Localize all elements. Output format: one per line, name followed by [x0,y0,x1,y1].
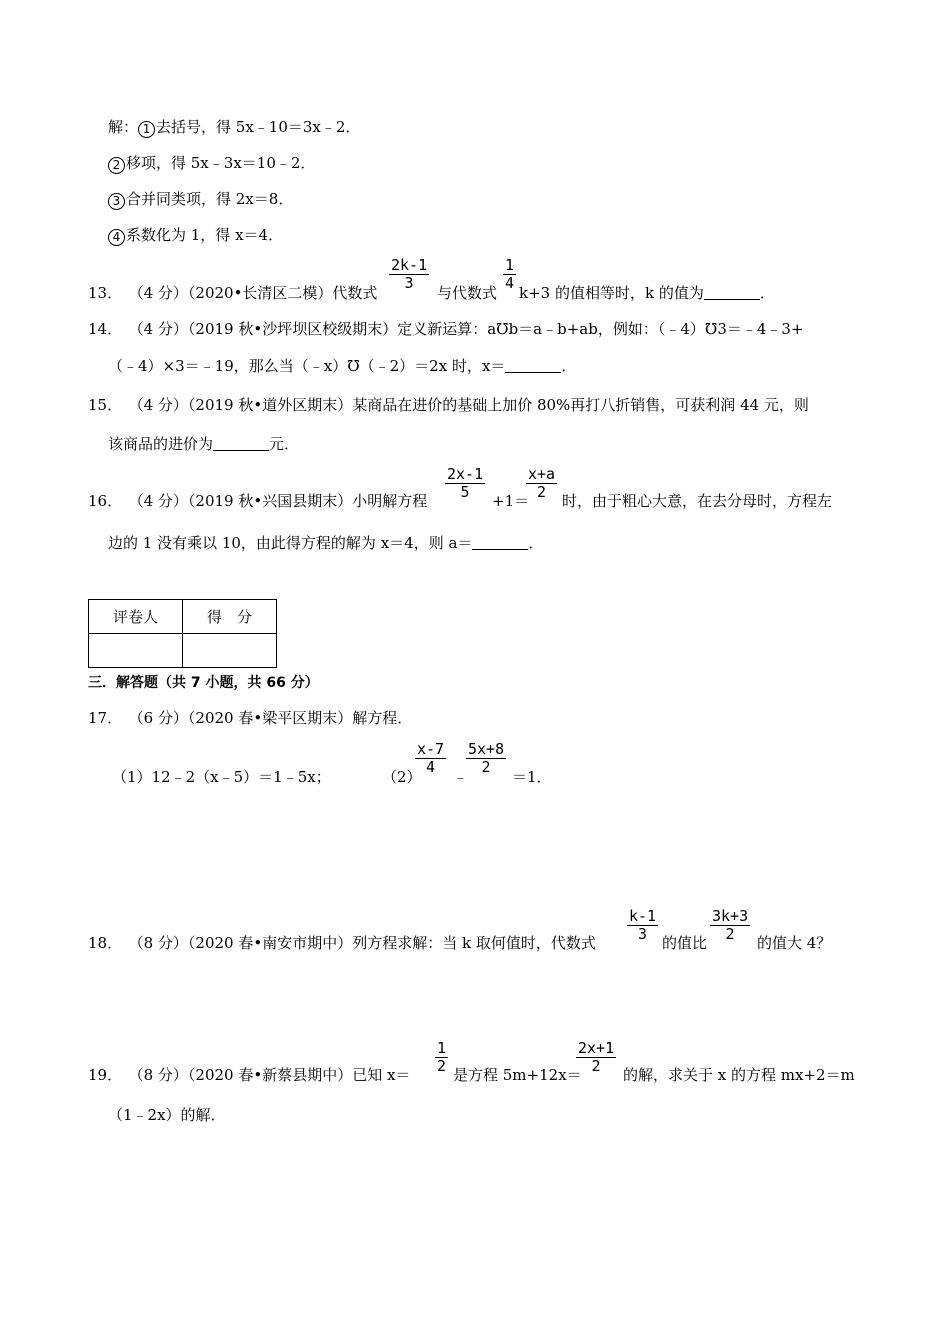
question-18 [88,933,596,953]
step-text: 去括号，得 5x﹣10＝3x﹣2． [156,118,361,136]
text-segment: 的解，求关于 x 的方程 mx+2＝m [623,1066,855,1084]
fraction-numerator: x+a [528,465,556,483]
fraction-1-over-4 [503,257,516,292]
text-segment: （2） [382,768,422,786]
text-segment: ． [528,534,544,552]
solution-prefix: 解： [108,118,139,136]
question-number: 13． [88,284,123,302]
text-segment: 的值大 4？ [757,934,832,952]
fraction-denominator: 4 [426,758,436,776]
question-text: （1）12﹣2（x﹣5）＝1﹣5x； [112,768,331,786]
fraction-numerator: x-7 [417,740,445,758]
text-segment: 与代数式 [437,284,498,302]
question-text: （﹣4）×3＝﹣19，那么当（﹣x）℧（﹣2）＝2x 时，x＝ [108,357,506,375]
text-segment: k+3 的值相等时，k 的值为 [519,284,704,302]
question-13-tail [519,283,775,303]
circled-number-3: 3 [108,193,125,210]
question-source: （4 分）（2020•长清区二模）代数式 [136,284,378,302]
fraction-x-7-over-4 [415,741,446,776]
fraction-k-1-over-3 [627,908,658,943]
score-table [88,599,277,668]
question-17-rhs [512,767,552,787]
question-15-line-2 [108,434,299,454]
question-16-tail [562,491,832,511]
question-text: 该商品的进价为 [108,435,214,453]
fraction-denominator: 2 [725,925,735,943]
question-number: 14． [88,320,123,338]
question-18-mid [662,933,707,953]
question-number: 16． [88,492,123,510]
step-text: 系数化为 1，得 x＝4． [126,226,284,244]
question-14-line-2 [108,356,576,376]
fraction-denominator: 2 [437,1057,447,1075]
question-number: 17． [88,709,123,727]
fraction-3k-3-over-2 [710,908,750,943]
solution-step-4 [108,225,283,246]
question-13-mid [437,283,497,303]
fraction-denominator: 2 [481,758,491,776]
text-segment: ﹣ [453,768,469,786]
fraction-numerator: 3k+3 [712,907,749,925]
question-number: 18． [88,934,123,952]
question-number: 19． [88,1066,123,1084]
solution-step-2 [108,153,315,174]
fraction-denominator: 3 [404,274,414,292]
circled-number-1: 1 [138,121,155,138]
fraction-denominator: 4 [505,274,515,292]
text-segment: 的值比 [662,934,708,952]
text-segment: ． [561,357,577,375]
fraction-1-over-2 [435,1040,448,1075]
question-text: 边的 1 没有乘以 10，由此得方程的解为 x＝4，则 a＝ [108,534,473,552]
question-19-tail [623,1065,855,1085]
question-16-line-1 [88,491,427,511]
answer-blank[interactable] [505,358,561,373]
answer-blank[interactable] [472,535,528,550]
score-cell[interactable] [183,634,277,668]
grader-cell[interactable] [89,634,183,668]
step-text: 移项，得 5x﹣3x＝10﹣2． [126,154,316,172]
fraction-numerator: 2x+1 [578,1039,615,1057]
fraction-2x-1-over-2 [576,1040,616,1075]
fraction-denominator: 3 [638,925,648,943]
question-14-line-1 [88,319,804,339]
question-17-part-1 [112,767,331,787]
score-header: 得 分 [183,600,277,634]
question-13 [88,283,377,303]
fraction-denominator: 5 [460,483,470,501]
fraction-2k-1-over-3 [389,257,429,292]
text-segment: 元． [269,435,300,453]
fraction-numerator: 2k-1 [391,256,428,274]
fraction-5x-8-over-2 [466,741,506,776]
question-number: 15． [88,396,123,414]
question-19-mid [453,1065,582,1085]
fraction-numerator: k-1 [629,907,657,925]
fraction-denominator: 2 [537,483,547,501]
fraction-denominator: 2 [591,1057,601,1075]
fraction-x-plus-a-over-2 [526,466,557,501]
question-text: （4 分）（2019 秋•沙坪坝区校级期末）定义新运算：a℧b＝a﹣b+ab，例如：（﹣4）℧3＝﹣4﹣3+ [136,320,804,338]
step-text: 合并同类项，得 2x＝8． [126,190,294,208]
question-16-line-2 [108,533,543,553]
text-segment: 是方程 5m+12x＝ [453,1066,582,1084]
fraction-numerator: 1 [437,1039,447,1057]
text-segment: +1＝ [492,492,530,510]
solution-step-3 [108,189,293,210]
question-19-line-2 [108,1105,226,1125]
question-16-plus [492,491,529,511]
fraction-numerator: 5x+8 [468,740,505,758]
circled-number-2: 2 [108,157,125,174]
question-18-tail [757,933,831,953]
circled-number-4: 4 [108,229,125,246]
question-source: （8 分）（2020 春•南安市期中）列方程求解：当 k 取何值时，代数式 [136,934,596,952]
section-title: 三．解答题（共 7 小题，共 66 分） [88,675,319,691]
question-source: （6 分）（2020 春•梁平区期末）解方程． [136,709,413,727]
text-segment: ＝1． [512,768,552,786]
fraction-2x-1-over-5 [445,466,485,501]
answer-blank[interactable] [213,436,269,451]
question-text: （4 分）（2019 秋•道外区期末）某商品在进价的基础上加价 80%再打八折销售，可获利润 44 元，则 [136,396,809,414]
fraction-numerator: 1 [505,256,515,274]
text-segment: ． [759,284,775,302]
question-15-line-1 [88,395,809,415]
question-source: （8 分）（2020 春•新蔡县期中）已知 x＝ [136,1066,411,1084]
solution-step-1 [108,117,360,138]
question-source: （4 分）（2019 秋•兴国县期末）小明解方程 [136,492,428,510]
grader-header: 评卷人 [89,600,183,634]
answer-blank[interactable] [704,285,760,300]
question-text: （1﹣2x）的解． [108,1106,226,1124]
question-19-line-1 [88,1065,410,1085]
text-segment: 时，由于粗心大意，在去分母时，方程左 [562,492,833,510]
fraction-numerator: 2x-1 [447,465,484,483]
question-17 [88,708,412,728]
